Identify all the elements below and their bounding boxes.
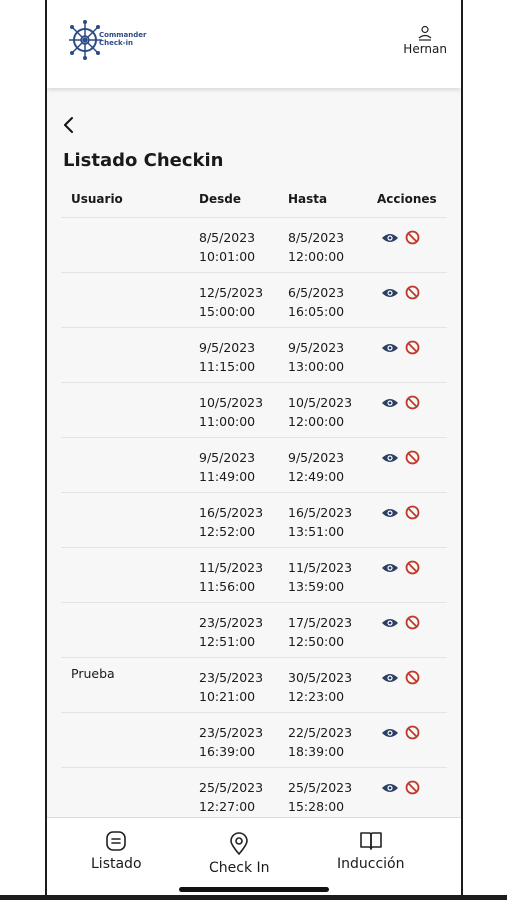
cell-desde: [199, 503, 263, 541]
cell-acciones: [381, 614, 426, 630]
column-header-usuario: Usuario: [71, 192, 123, 206]
view-button[interactable]: [381, 779, 405, 794]
desde-date: 25/5/2023: [199, 780, 264, 795]
hasta-time: 12:50:00: [288, 634, 345, 649]
list-icon: [105, 830, 127, 852]
cell-hasta: [288, 723, 352, 761]
eye-icon: [381, 507, 399, 519]
tab-listado[interactable]: [91, 830, 142, 872]
table-body: [61, 218, 447, 823]
cell-hasta: [288, 283, 344, 321]
cell-hasta: [288, 558, 352, 596]
eye-icon: [381, 342, 399, 354]
cell-desde: [199, 228, 255, 266]
desde-date: 23/5/2023: [199, 615, 264, 630]
cell-hasta: [288, 338, 344, 376]
cell-acciones: [381, 504, 426, 520]
cell-acciones: [381, 724, 426, 740]
home-indicator[interactable]: [179, 887, 329, 892]
cell-desde: [199, 393, 263, 431]
block-icon: [405, 560, 420, 575]
hasta-date: 6/5/2023: [288, 285, 345, 300]
desde-time: 12:51:00: [199, 634, 256, 649]
table-row: [61, 383, 447, 438]
view-button[interactable]: [381, 504, 405, 519]
block-icon: [405, 505, 420, 520]
hasta-date: 9/5/2023: [288, 450, 345, 465]
hasta-time: 16:05:00: [288, 304, 345, 319]
cell-desde: [199, 283, 263, 321]
cell-hasta: [288, 668, 352, 706]
cell-desde: [199, 558, 263, 596]
book-icon: [359, 830, 383, 852]
cancel-button[interactable]: [405, 449, 426, 465]
hasta-time: 13:59:00: [288, 579, 345, 594]
eye-icon: [381, 397, 399, 409]
app-header: [47, 0, 461, 88]
hasta-time: 13:51:00: [288, 524, 345, 539]
hasta-date: 22/5/2023: [288, 725, 353, 740]
column-header-acciones: Acciones: [377, 192, 437, 206]
desde-date: 16/5/2023: [199, 505, 264, 520]
table-row: [61, 768, 447, 823]
cell-acciones: [381, 559, 426, 575]
desde-date: 9/5/2023: [199, 450, 256, 465]
view-button[interactable]: [381, 284, 405, 299]
cell-acciones: [381, 394, 426, 410]
cancel-button[interactable]: [405, 779, 426, 795]
view-button[interactable]: [381, 229, 405, 244]
hasta-date: 8/5/2023: [288, 230, 345, 245]
block-icon: [405, 725, 420, 740]
eye-icon: [381, 562, 399, 574]
cell-hasta: [288, 228, 344, 266]
table-row: [61, 218, 447, 273]
cell-acciones: [381, 284, 426, 300]
app-screen: [47, 0, 461, 900]
hasta-date: 11/5/2023: [288, 560, 353, 575]
eye-icon: [381, 617, 399, 629]
cancel-button[interactable]: [405, 339, 426, 355]
cell-hasta: [288, 778, 352, 816]
cancel-button[interactable]: [405, 724, 426, 740]
hasta-date: 30/5/2023: [288, 670, 353, 685]
eye-icon: [381, 452, 399, 464]
cell-acciones: [381, 339, 426, 355]
user-icon: [418, 25, 432, 41]
cell-hasta: [288, 613, 352, 651]
hasta-time: 12:49:00: [288, 469, 345, 484]
cancel-button[interactable]: [405, 559, 426, 575]
page-title: Listado Checkin: [63, 150, 224, 171]
block-icon: [405, 450, 420, 465]
block-icon: [405, 780, 420, 795]
desde-time: 11:56:00: [199, 579, 256, 594]
cell-hasta: [288, 503, 352, 541]
eye-icon: [381, 782, 399, 794]
device-frame-right: [461, 0, 463, 900]
block-icon: [405, 615, 420, 630]
hasta-time: 15:28:00: [288, 799, 345, 814]
desde-time: 11:15:00: [199, 359, 256, 374]
table-header: [61, 188, 447, 218]
table-row: [61, 273, 447, 328]
cancel-button[interactable]: [405, 229, 426, 245]
location-pin-icon: [228, 832, 250, 856]
block-icon: [405, 395, 420, 410]
desde-time: 10:21:00: [199, 689, 256, 704]
desde-time: 12:52:00: [199, 524, 256, 539]
desde-time: 11:49:00: [199, 469, 256, 484]
cancel-button[interactable]: [405, 284, 426, 300]
hasta-time: 18:39:00: [288, 744, 345, 759]
hasta-time: 12:00:00: [288, 414, 345, 429]
desde-date: 9/5/2023: [199, 340, 256, 355]
table-row: [61, 603, 447, 658]
hasta-date: 9/5/2023: [288, 340, 345, 355]
cell-hasta: [288, 448, 344, 486]
hasta-date: 25/5/2023: [288, 780, 353, 795]
cell-desde: [199, 778, 263, 816]
bottom-tab-bar: [47, 817, 461, 900]
block-icon: [405, 670, 420, 685]
cell-usuario: Prueba: [71, 666, 115, 681]
column-header-hasta: Hasta: [288, 192, 328, 206]
block-icon: [405, 340, 420, 355]
desde-time: 10:01:00: [199, 249, 256, 264]
table-row: [61, 438, 447, 493]
desde-date: 11/5/2023: [199, 560, 264, 575]
desde-date: 8/5/2023: [199, 230, 256, 245]
hasta-date: 17/5/2023: [288, 615, 353, 630]
tab-induccion[interactable]: [337, 830, 404, 872]
cancel-button[interactable]: [405, 614, 426, 630]
desde-time: 11:00:00: [199, 414, 256, 429]
cell-acciones: [381, 669, 426, 685]
cell-desde: [199, 668, 263, 706]
eye-icon: [381, 727, 399, 739]
cell-desde: [199, 723, 263, 761]
cancel-button[interactable]: [405, 394, 426, 410]
desde-date: 10/5/2023: [199, 395, 264, 410]
back-arrow-icon[interactable]: [61, 116, 77, 134]
desde-date: 23/5/2023: [199, 725, 264, 740]
tab-check-in-label: Check In: [209, 860, 270, 876]
hasta-time: 12:00:00: [288, 249, 345, 264]
block-icon: [405, 230, 420, 245]
block-icon: [405, 285, 420, 300]
hasta-time: 13:00:00: [288, 359, 345, 374]
cell-desde: [199, 448, 255, 486]
view-button[interactable]: [381, 614, 405, 629]
cancel-button[interactable]: [405, 504, 426, 520]
cell-desde: [199, 613, 263, 651]
desde-date: 23/5/2023: [199, 670, 264, 685]
view-button[interactable]: [381, 394, 405, 409]
table-row: [61, 493, 447, 548]
cell-acciones: [381, 449, 426, 465]
view-button[interactable]: [381, 559, 405, 574]
view-button[interactable]: [381, 724, 405, 739]
desde-time: 16:39:00: [199, 744, 256, 759]
logo-line-2: Check-in: [99, 39, 133, 47]
hasta-date: 16/5/2023: [288, 505, 353, 520]
table-row: [61, 658, 447, 713]
cell-desde: [199, 338, 255, 376]
tab-check-in[interactable]: [209, 832, 270, 876]
hasta-time: 12:23:00: [288, 689, 345, 704]
table-row: [61, 328, 447, 383]
column-header-desde: Desde: [199, 192, 241, 206]
user-menu[interactable]: [403, 25, 447, 56]
cell-acciones: [381, 229, 426, 245]
desde-date: 12/5/2023: [199, 285, 264, 300]
logo-line-1: Commander: [99, 31, 147, 39]
cancel-button[interactable]: [405, 669, 426, 685]
view-button[interactable]: [381, 669, 405, 684]
cell-acciones: [381, 779, 426, 795]
logo-text: [99, 31, 146, 47]
desde-time: 12:27:00: [199, 799, 256, 814]
tab-listado-label: Listado: [91, 856, 142, 872]
view-button[interactable]: [381, 339, 405, 354]
view-button[interactable]: [381, 449, 405, 464]
eye-icon: [381, 287, 399, 299]
table-row: [61, 548, 447, 603]
device-frame-bottom: [0, 895, 507, 900]
desde-time: 15:00:00: [199, 304, 256, 319]
tab-induccion-label: Inducción: [337, 856, 405, 872]
user-name: Hernan: [403, 42, 447, 56]
eye-icon: [381, 672, 399, 684]
cell-hasta: [288, 393, 352, 431]
eye-icon: [381, 232, 399, 244]
hasta-date: 10/5/2023: [288, 395, 353, 410]
table-row: [61, 713, 447, 768]
checkin-table: [61, 188, 447, 823]
